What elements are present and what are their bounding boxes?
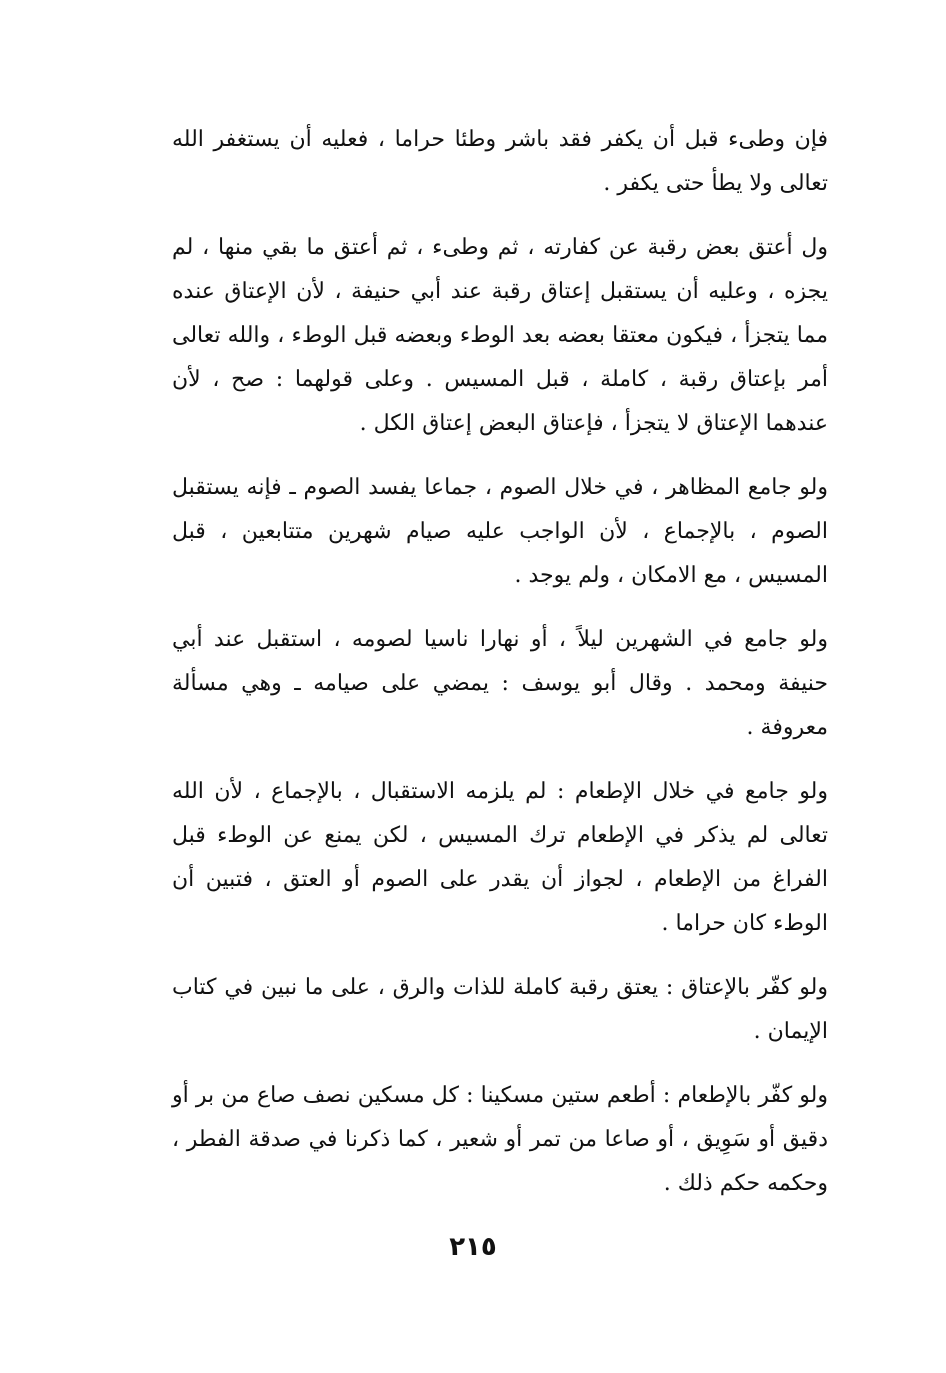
- paragraph-4: ولو جامع في الشهرين ليلاً ، أو نهارا ناسيا لصومه ، استقبل عند أبي حنيفة ومحمد . وقال أبو يوسف : يمضي على صيامه ـ وهي مسألة معروفة .: [172, 627, 828, 740]
- paragraph-2: ول أعتق بعض رقبة عن كفارته ، ثم وطىء ، ثم أعتق ما بقي منها ، لم يجزه ، وعليه أن يستقبل إعتاق رقبة عند أبي حنيفة ، لأن الإعتاق عنده مما يتجزأ ، فيكون معتقا بعضه بعد الوطء وبعضه قبل الوطء ، والله تعالى أمر بإعتاق رقبة ، كاملة ، قبل المسيس . وعلى قولهما : صح ، لأن عندهما الإعتاق لا يتجزأ ، فإعتاق البعض إعتاق الكل .: [172, 235, 828, 436]
- paragraph-1: فإن وطىء قبل أن يكفر فقد باشر وطئا حراما ، فعليه أن يستغفر الله تعالى ولا يطأ حتى يكفر .: [172, 127, 828, 196]
- paragraph-6: ولو كفّر بالإعتاق : يعتق رقبة كاملة للذات والرق ، على ما نبين في كتاب الإيمان .: [172, 975, 828, 1044]
- paragraph-5: ولو جامع في خلال الإطعام : لم يلزمه الاستقبال ، بالإجماع ، لأن الله تعالى لم يذكر في الإطعام ترك المسيس ، لكن يمنع عن الوطء قبل الفراغ من الإطعام ، لجواز أن يقدر على الصوم أو العتق ، فتبين أن الوطء كان حراما .: [172, 779, 828, 936]
- paragraph-7: ولو كفّر بالإطعام : أطعم ستين مسكينا : كل مسكين نصف صاع من بر أو دقيق أو سَوِيق ، أو صاعا من تمر أو شعير ، كما ذكرنا في صدقة الفطر ، وحكمه حكم ذلك .: [172, 1083, 828, 1196]
- body-text: [172, 118, 828, 1226]
- page-number: ٢١٥: [449, 1232, 497, 1262]
- paragraph-3: ولو جامع المظاهر ، في خلال الصوم ، جماعا يفسد الصوم ـ فإنه يستقبل الصوم ، بالإجماع ، لأن الواجب عليه صيام شهرين متتابعين ، قبل المسيس ، مع الامكان ، ولم يوجد .: [172, 475, 828, 588]
